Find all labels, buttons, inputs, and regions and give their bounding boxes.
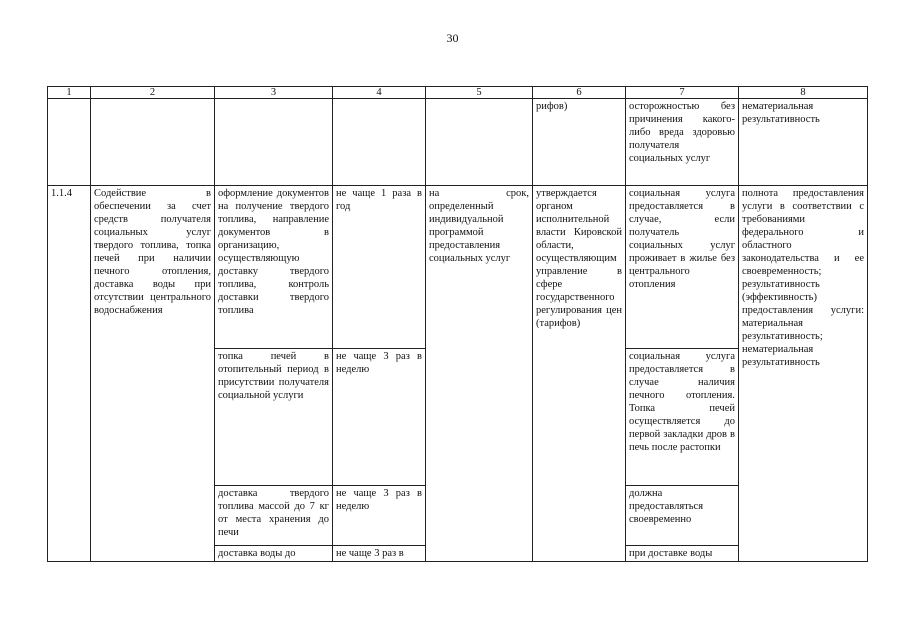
cont-cell-5 — [426, 99, 533, 186]
service-content-cell-1: оформление документов на получение твердого топлива, направление документов в организацию, осуществляющую доставку твердого топлива, контроль доставки твердого топлива — [215, 186, 333, 349]
cont-cell-1 — [48, 99, 91, 186]
cont-cell-6: рифов) — [533, 99, 626, 186]
service-conditions-cell-2: социальная услуга предоставляется в случае наличия печного отопления. Топка печей осуществляется до первой закладки дров в печь после растопки — [626, 349, 739, 486]
service-conditions-cell-1: социальная услуга предоставляется в случае, если получатель социальных услуг проживает в жилье без центрального отопления — [626, 186, 739, 349]
header-cell-2: 2 — [91, 87, 215, 99]
service-conditions-cell-3: должна предоставляться своевременно — [626, 486, 739, 546]
service-term-cell: на срок, определенный индивидуальной программой предоставления социальных услуг — [426, 186, 533, 562]
page-number: 30 — [446, 31, 459, 45]
table-row-1-1-4 — [48, 186, 868, 349]
service-content-cell-4: доставка воды до — [215, 546, 333, 562]
service-tariff-cell: утверждается органом исполнительной власти Кировской области, осуществляющим управление в сфере государственного регулирования цен (тарифов) — [533, 186, 626, 562]
header-cell-7: 7 — [626, 87, 739, 99]
header-cell-4: 4 — [333, 87, 426, 99]
cont-cell-8: нематериальная результативность — [739, 99, 868, 186]
service-content-cell-2: топка печей в отопительный период в присутствии получателя социальной услуги — [215, 349, 333, 486]
cont-cell-2 — [91, 99, 215, 186]
services-table — [47, 86, 868, 562]
service-frequency-cell-2: не чаще 3 раз в неделю — [333, 349, 426, 486]
cont-cell-4 — [333, 99, 426, 186]
service-frequency-cell-3: не чаще 3 раз в неделю — [333, 486, 426, 546]
header-cell-3: 3 — [215, 87, 333, 99]
header-cell-5: 5 — [426, 87, 533, 99]
service-conditions-cell-4: при доставке воды — [626, 546, 739, 562]
header-cell-1: 1 — [48, 87, 91, 99]
service-content-cell-3: доставка твердого топлива массой до 7 кг от места хранения до печи — [215, 486, 333, 546]
cont-cell-7: осторожностью без причинения какого-либо вреда здоровью получателя социальных услуг — [626, 99, 739, 186]
service-frequency-cell-1: не чаще 1 раза в год — [333, 186, 426, 349]
table-row-continuation — [48, 99, 868, 186]
row-number-cell: 1.1.4 — [48, 186, 91, 562]
cont-cell-3 — [215, 99, 333, 186]
header-cell-6: 6 — [533, 87, 626, 99]
service-name-cell: Содействие в обеспечении за счет средств получателя социальных услуг твердого топлива, топка печей при наличии печного отопления, доставка воды при отсутствии центрального водоснабжения — [91, 186, 215, 562]
header-cell-8: 8 — [739, 87, 868, 99]
service-quality-cell: полнота предоставления услуги в соответствии с требованиями федерального и областного законодательства и ее своевременность; результативность (эффективность) предоставления услуги: материальная результативность; нематериальная результативность — [739, 186, 868, 562]
service-frequency-cell-4: не чаще 3 раз в — [333, 546, 426, 562]
table-header-row — [48, 87, 868, 99]
